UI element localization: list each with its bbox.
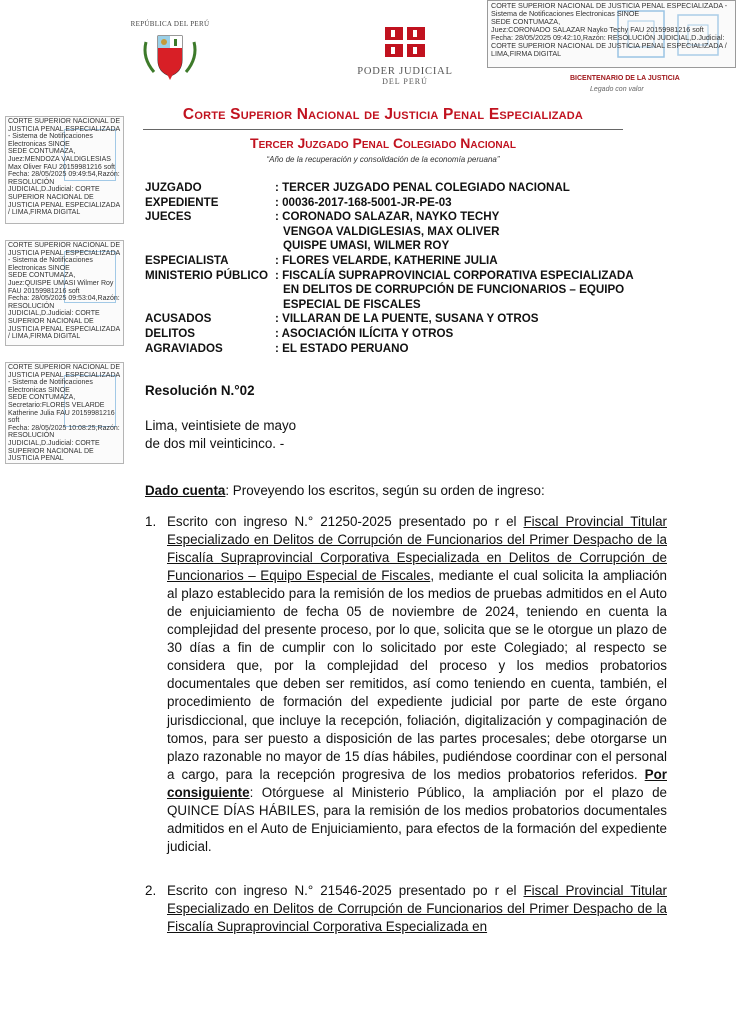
bicentenario-sub: Legado con valor — [590, 86, 644, 93]
digital-signature-stamp — [487, 0, 736, 68]
case-row: ESPECIALISTA : FLORES VELARDE, KATHERINE JULIA — [145, 253, 498, 267]
shield-icon — [140, 28, 200, 84]
coat-of-arms — [128, 20, 212, 90]
institution-sub: DEL PERÚ — [382, 77, 428, 86]
resolution-number: Resolución N.°02 — [145, 383, 255, 398]
item-intro: Escrito con ingreso N.° 21250-2025 presentado po r el — [167, 514, 524, 529]
top-signature-text: CORTE SUPERIOR NACIONAL DE JUSTICIA PENAL ESPECIALIZADA - Sistema de Notificaciones Electronicas SINOE SEDE CONTUMAZA, Juez:CORONADO SALAZAR Nayko Techy FAU 20159981216 soft Fecha: 28/05/2025 09:42:10,Razón: RESOLUCIÓN JUDICIAL,D.Judicial: CORTE SUPERIOR NACIONAL DE JUSTICIA PENAL ESPECIALIZADA / LIMA,FIRMA DIGITAL — [491, 1, 728, 58]
case-row: EXPEDIENTE : 00036-2017-168-5001-JR-PE-03 — [145, 195, 452, 209]
left-signature-stamp-2 — [5, 240, 124, 346]
case-row: QUISPE UMASI, WILMER ROY — [283, 239, 450, 253]
case-row: DELITOS : ASOCIACIÓN ILÍCITA Y OTROS — [145, 326, 454, 340]
case-row: EN DELITOS DE CORRUPCIÓN DE FUNCIONARIOS – EQUIPO — [283, 283, 625, 297]
item-conclusion-label: Por consiguiente — [167, 766, 667, 800]
case-row: ESPECIAL DE FISCALES — [283, 297, 421, 311]
court-subtitle: Tercer Juzgado Penal Colegiado Nacional — [250, 135, 516, 151]
resolution-date — [145, 417, 296, 453]
item-paragraph — [167, 882, 667, 936]
item-number: 1. — [145, 514, 157, 529]
left-signature-stamp-3 — [5, 362, 124, 464]
institution-name: PODER JUDICIAL — [357, 66, 453, 77]
case-row: MINISTERIO PÚBLICO : FISCALÍA SUPRAPROVINCIAL CORPORATIVA ESPECIALIZADA — [145, 268, 634, 282]
dado-cuenta-label: Dado cuenta — [145, 483, 226, 498]
item-paragraph — [167, 513, 667, 856]
case-row: VENGOA VALDIGLESIAS, MAX OLIVER — [283, 224, 500, 238]
signature-text: CORTE SUPERIOR NACIONAL DE JUSTICIA PENAL ESPECIALIZADA - Sistema de Notificaciones Electronicas SINOE SEDE CONTUMAZA, Juez:QUISPE UMASI Wilmer Roy FAU 20159981216 soft Fecha: 28/05/2025 09:53:04,Razón: RESOLUCIÓN JUDICIAL,D.Judicial: CORTE SUPERIOR NACIONAL DE JUSTICIA PENAL ESPECIALIZADA / LIMA,FIRMA DIGITAL — [8, 242, 121, 341]
date-line-1: Lima, veintisiete de mayo — [145, 418, 297, 433]
list-item-2 — [145, 882, 667, 936]
date-line-2: de dos mil veinticinco. - — [145, 436, 285, 451]
list-item-1 — [145, 513, 667, 856]
poder-judicial-logo — [340, 25, 470, 95]
item-number: 2. — [145, 883, 157, 898]
dado-cuenta — [145, 483, 545, 498]
dado-cuenta-text: : Proveyendo los escritos, según su orden de ingreso: — [225, 483, 545, 498]
item-body: , mediante el cual solicita la ampliación al plazo establecido para la remisión de los medios de pruebas admitidos en el Auto de enjuiciamiento de fecha 05 de noviembre de 2024, teniendo en cuenta la complejidad del presente proceso, por lo que, solicita que se le otorgue un plazo de 30 días a fin de cumplir con lo solicitado por este Colegiado; al respecto se considera que, por la complejidad del proceso y los medios probatorios documentales que deben ser remitidos, así como teniendo en cuenta, también, el procedimiento de formación del expediente judicial por parte de este órgano jurisdiccional, que incluye la recepción, foliación, digitalización y compaginación de tomos, para ser puesto a disposición de las partes procesales; debe otorgarse un plazo razonable no mayor de 15 días hábiles, pudiéndose coordinar con el personal a cargo, para la recepción progresiva de los medios probatorios referidos. — [167, 568, 667, 782]
signature-text: CORTE SUPERIOR NACIONAL DE JUSTICIA PENAL ESPECIALIZADA - Sistema de Notificaciones Electronicas SINOE SEDE CONTUMAZA, Secretario:FLORES VELARDE Katherine Julia FAU 20159981216 soft Fecha: 28/05/2025 10:08:25,Razón: RESOLUCIÓN JUDICIAL,D.Judicial: CORTE SUPERIOR NACIONAL DE JUSTICIA PENAL — [8, 364, 121, 463]
left-signature-stamp-1 — [5, 116, 124, 224]
item-conclusion: : Otórguese al Ministerio Público, la ampliación por el plazo de QUINCE DÍAS HÁBILES, para la remisión de los medios probatorios documentales admitidos en el Auto de Enjuiciamiento, para efectos de la formación del expediente judicial. — [167, 784, 667, 854]
signature-text: CORTE SUPERIOR NACIONAL DE JUSTICIA PENAL ESPECIALIZADA - Sistema de Notificaciones Electronicas SINOE SEDE CONTUMAZA, Juez:MENDOZA VALDIGLESIAS Max Oliver FAU 20159981216 soft Fecha: 28/05/2025 09:49:54,Razón: RESOLUCIÓN JUDICIAL,D.Judicial: CORTE SUPERIOR NACIONAL DE JUSTICIA PENAL ESPECIALIZADA / LIMA,FIRMA DIGITAL — [8, 118, 121, 217]
case-row: JUZGADO : TERCER JUZGADO PENAL COLEGIADO NACIONAL — [145, 181, 570, 194]
court-title: Corte Superior Nacional de Justicia Penal Especializada — [182, 106, 584, 123]
case-row: JUECES : CORONADO SALAZAR, NAYKO TECHY — [145, 210, 500, 224]
title-divider — [143, 129, 623, 130]
year-motto: “Año de la recuperación y consolidación de la economía peruana” — [266, 155, 500, 164]
case-data-table — [145, 181, 685, 356]
bicentenario-label: BICENTENARIO DE LA JUSTICIA — [570, 75, 680, 82]
case-row: AGRAVIADOS : EL ESTADO PERUANO — [145, 341, 409, 355]
coat-motto: REPÚBLICA DEL PERÚ — [130, 20, 210, 28]
item-intro: Escrito con ingreso N.° 21546-2025 presentado po r el — [167, 883, 524, 898]
case-row: ACUSADOS : VILLARAN DE LA PUENTE, SUSANA Y OTROS — [145, 312, 539, 326]
pj-emblem-icon — [383, 25, 427, 59]
item-party: Fiscal Provincial Titular Especializado en Delitos de Corrupción de Funcionarios del Primer Despacho de la Fiscalía Supraprovincial Corporativa Especializada en Delitos de Corrupción de Funcionarios – Equipo Especial de Fiscales — [167, 514, 667, 584]
item-party: Fiscal Provincial Titular Especializado en Delitos de Corrupción de Funcionarios del Primer Despacho de la Fiscalía Supraprovincial Corporativa Especializada en — [167, 883, 667, 935]
